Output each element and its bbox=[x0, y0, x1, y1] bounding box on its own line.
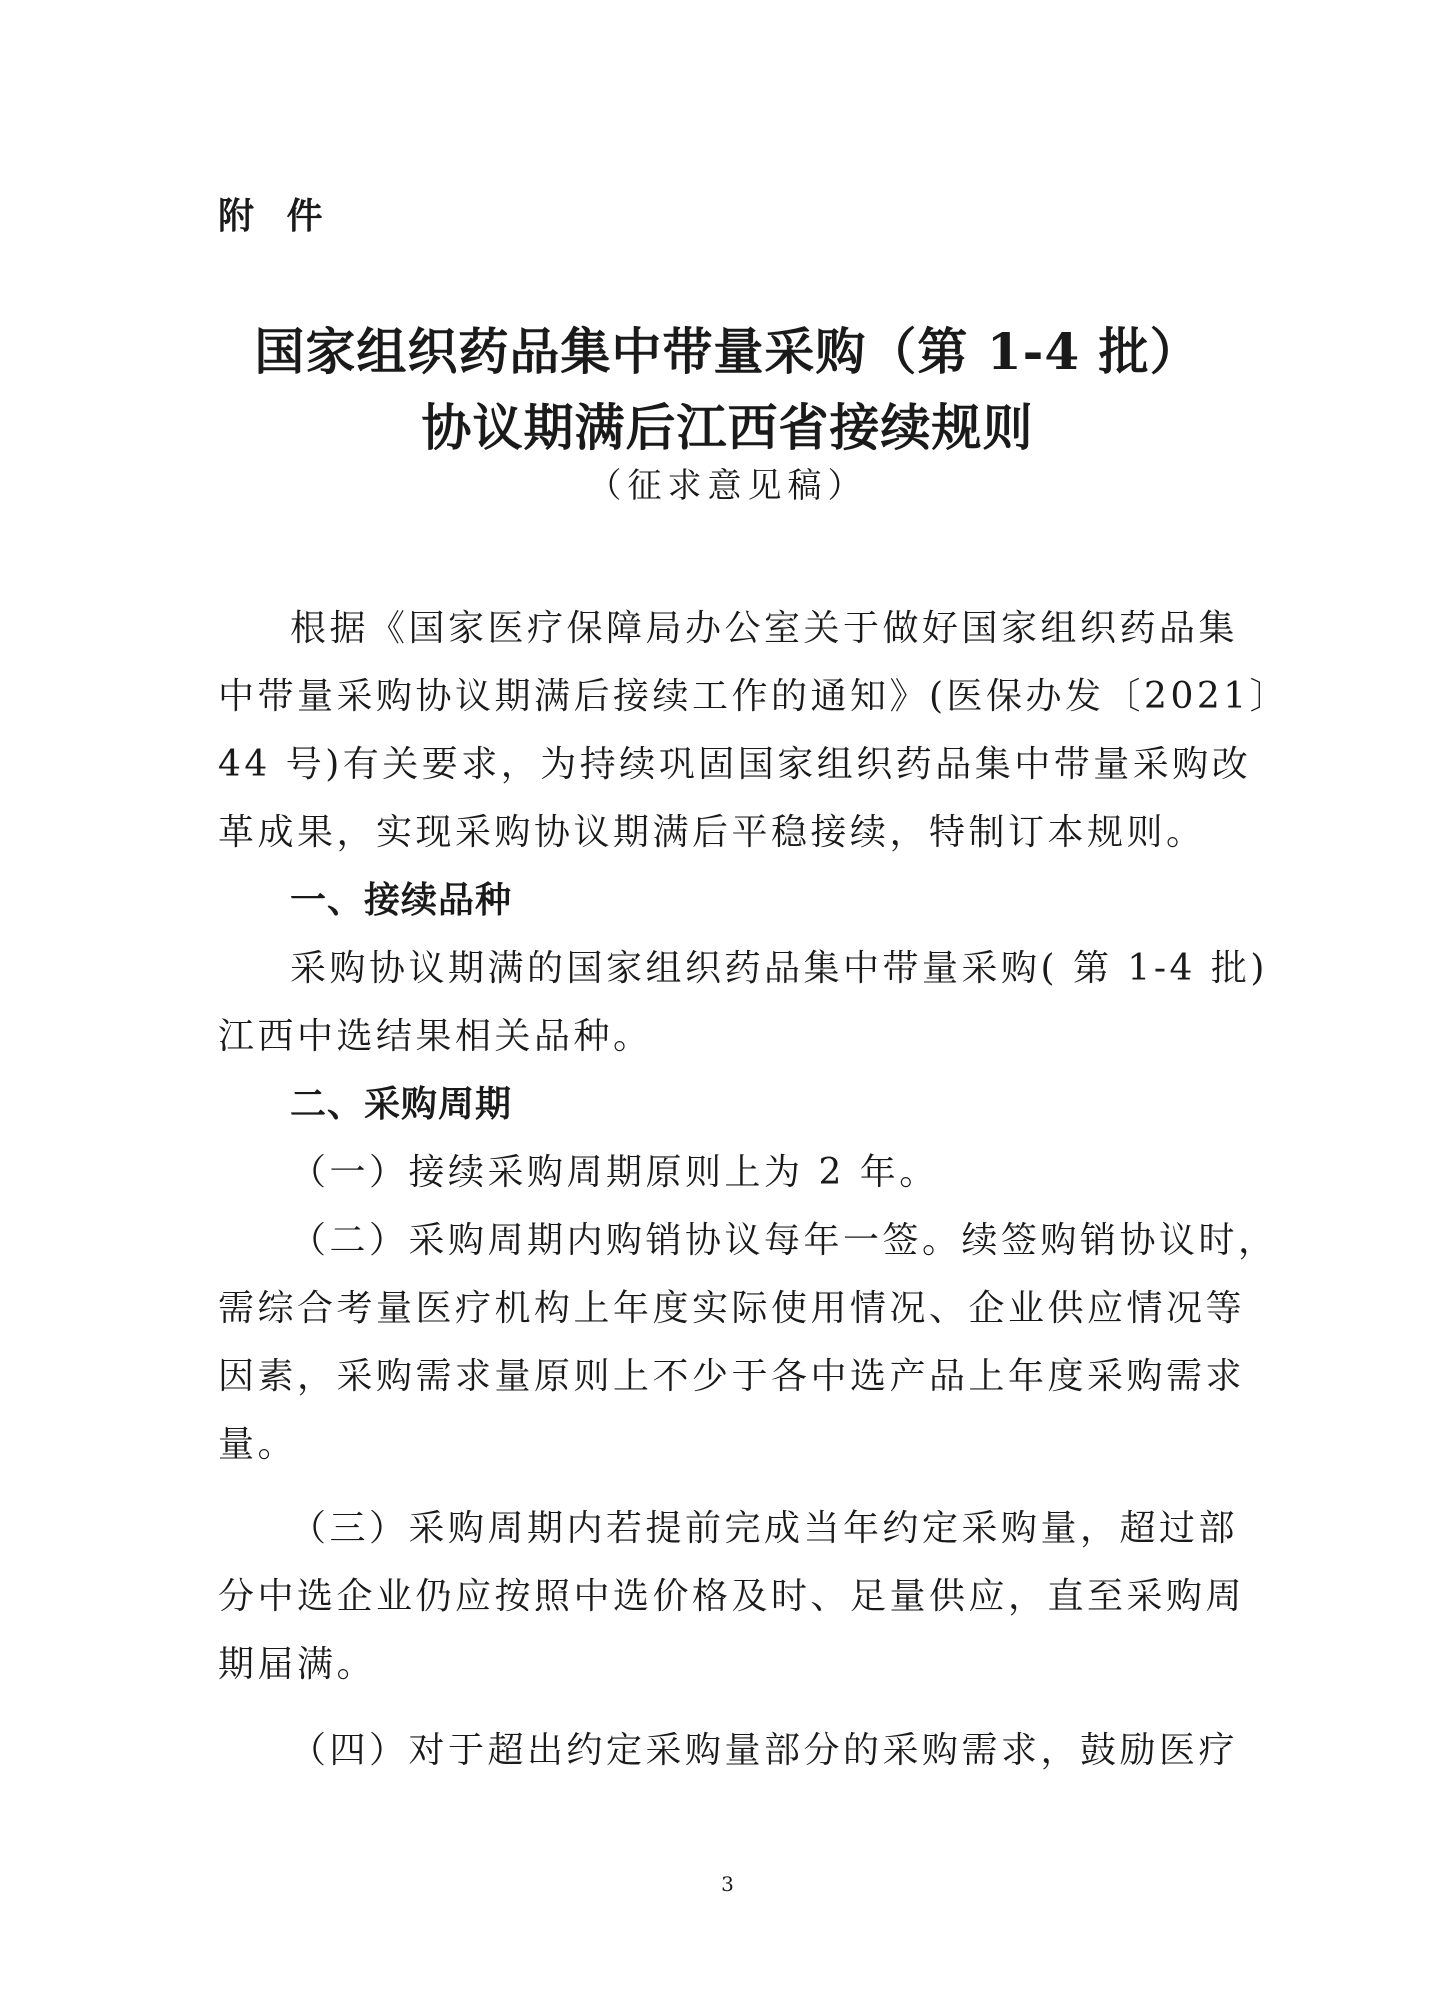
attachment-label: 附 件 bbox=[218, 196, 333, 237]
document-subtitle: （征求意见稿） bbox=[587, 466, 868, 506]
intro-line: 根据《国家医疗保障局办公室关于做好国家组织药品集 bbox=[290, 608, 1239, 649]
section2-item2-line: 因素，采购需求量原则上不少于各中选产品上年度采购需求 bbox=[218, 1356, 1246, 1397]
section2-item2-line: 量。 bbox=[218, 1424, 298, 1465]
section2-item2-line: 需综合考量医疗机构上年度实际使用情况、企业供应情况等 bbox=[218, 1288, 1246, 1329]
intro-line: 中带量采购协议期满后接续工作的通知》(医保办发〔2021〕 bbox=[218, 676, 1290, 717]
page-number: 3 bbox=[721, 1872, 734, 1896]
section-heading-2: 二、采购周期 bbox=[290, 1084, 513, 1125]
section1-line: 采购协议期满的国家组织药品集中带量采购( 第 1-4 批) bbox=[290, 948, 1268, 989]
section1-line: 江西中选结果相关品种。 bbox=[218, 1016, 653, 1057]
section-heading-1: 一、接续品种 bbox=[290, 880, 513, 921]
section2-item1-line: （一）接续采购周期原则上为 2 年。 bbox=[290, 1152, 939, 1193]
document-title-line-1: 国家组织药品集中带量采购（第 1-4 批） bbox=[254, 322, 1201, 381]
section2-item3-line: （三）采购周期内若提前完成当年约定采购量，超过部 bbox=[290, 1508, 1239, 1549]
section2-item4-line: （四）对于超出约定采购量部分的采购需求，鼓励医疗 bbox=[290, 1730, 1239, 1771]
section2-item3-line: 分中选企业仍应按照中选价格及时、足量供应，直至采购周 bbox=[218, 1576, 1246, 1617]
intro-line: 44 号)有关要求，为持续巩固国家组织药品集中带量采购改 bbox=[218, 744, 1252, 785]
intro-line: 革成果，实现采购协议期满后平稳接续，特制订本规则。 bbox=[218, 812, 1206, 853]
document-title-line-2: 协议期满后江西省接续规则 bbox=[421, 398, 1034, 457]
section2-item3-line: 期届满。 bbox=[218, 1644, 377, 1685]
section2-item2-line: （二）采购周期内购销协议每年一签。续签购销协议时， bbox=[290, 1220, 1278, 1261]
